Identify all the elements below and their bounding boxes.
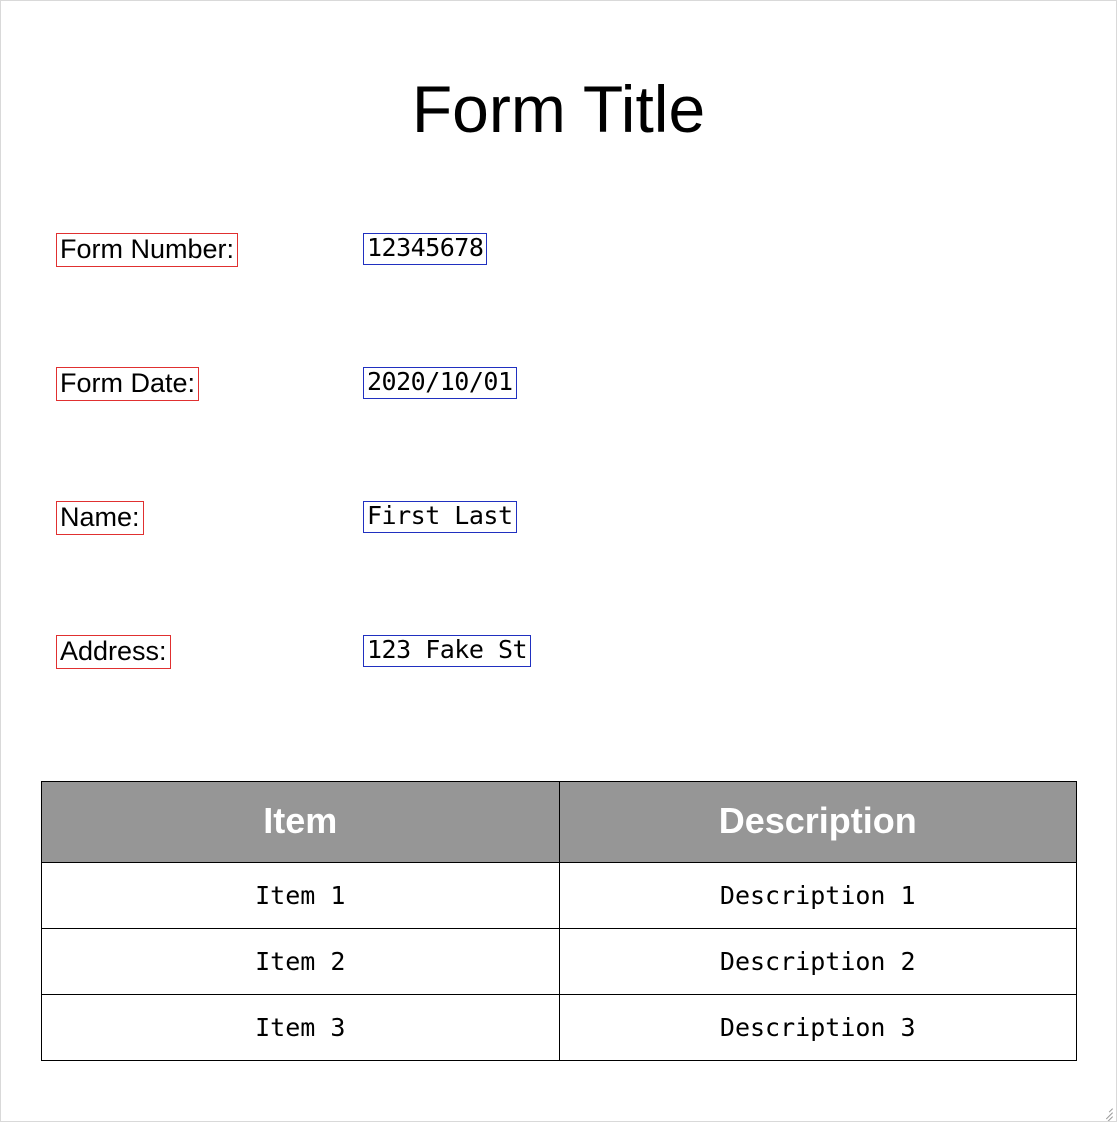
table-cell-description: Description 3: [559, 995, 1077, 1061]
table-cell-description: Description 1: [559, 863, 1077, 929]
field-value-form-date[interactable]: 2020/10/01: [363, 367, 517, 399]
page-title: Form Title: [411, 72, 706, 146]
items-table: [41, 781, 1077, 1061]
field-label-address: Address:: [56, 635, 171, 669]
table-cell-item: Item 1: [42, 863, 560, 929]
form-field-row: [41, 501, 1076, 635]
form-field-row: [41, 233, 1076, 367]
field-value-address[interactable]: 123 Fake St: [363, 635, 531, 667]
table-header-description: Description: [559, 782, 1077, 863]
form-field-row: [41, 367, 1076, 501]
table-cell-item: Item 3: [42, 995, 560, 1061]
resize-handle-icon[interactable]: [1099, 1104, 1113, 1118]
table-row: [42, 929, 1077, 995]
table-cell-description: Description 2: [559, 929, 1077, 995]
field-value-form-number[interactable]: 12345678: [363, 233, 487, 265]
field-label-form-number: Form Number:: [56, 233, 238, 267]
table-header-row: [42, 782, 1077, 863]
table-row: [42, 863, 1077, 929]
table-row: [42, 995, 1077, 1061]
table-cell-item: Item 2: [42, 929, 560, 995]
form-field-row: [41, 635, 1076, 769]
field-label-form-date: Form Date:: [56, 367, 199, 401]
table-header-item: Item: [42, 782, 560, 863]
form-fields: [41, 233, 1076, 769]
field-value-name[interactable]: First Last: [363, 501, 517, 533]
field-label-name: Name:: [56, 501, 144, 535]
form-document: [1, 1, 1116, 1121]
